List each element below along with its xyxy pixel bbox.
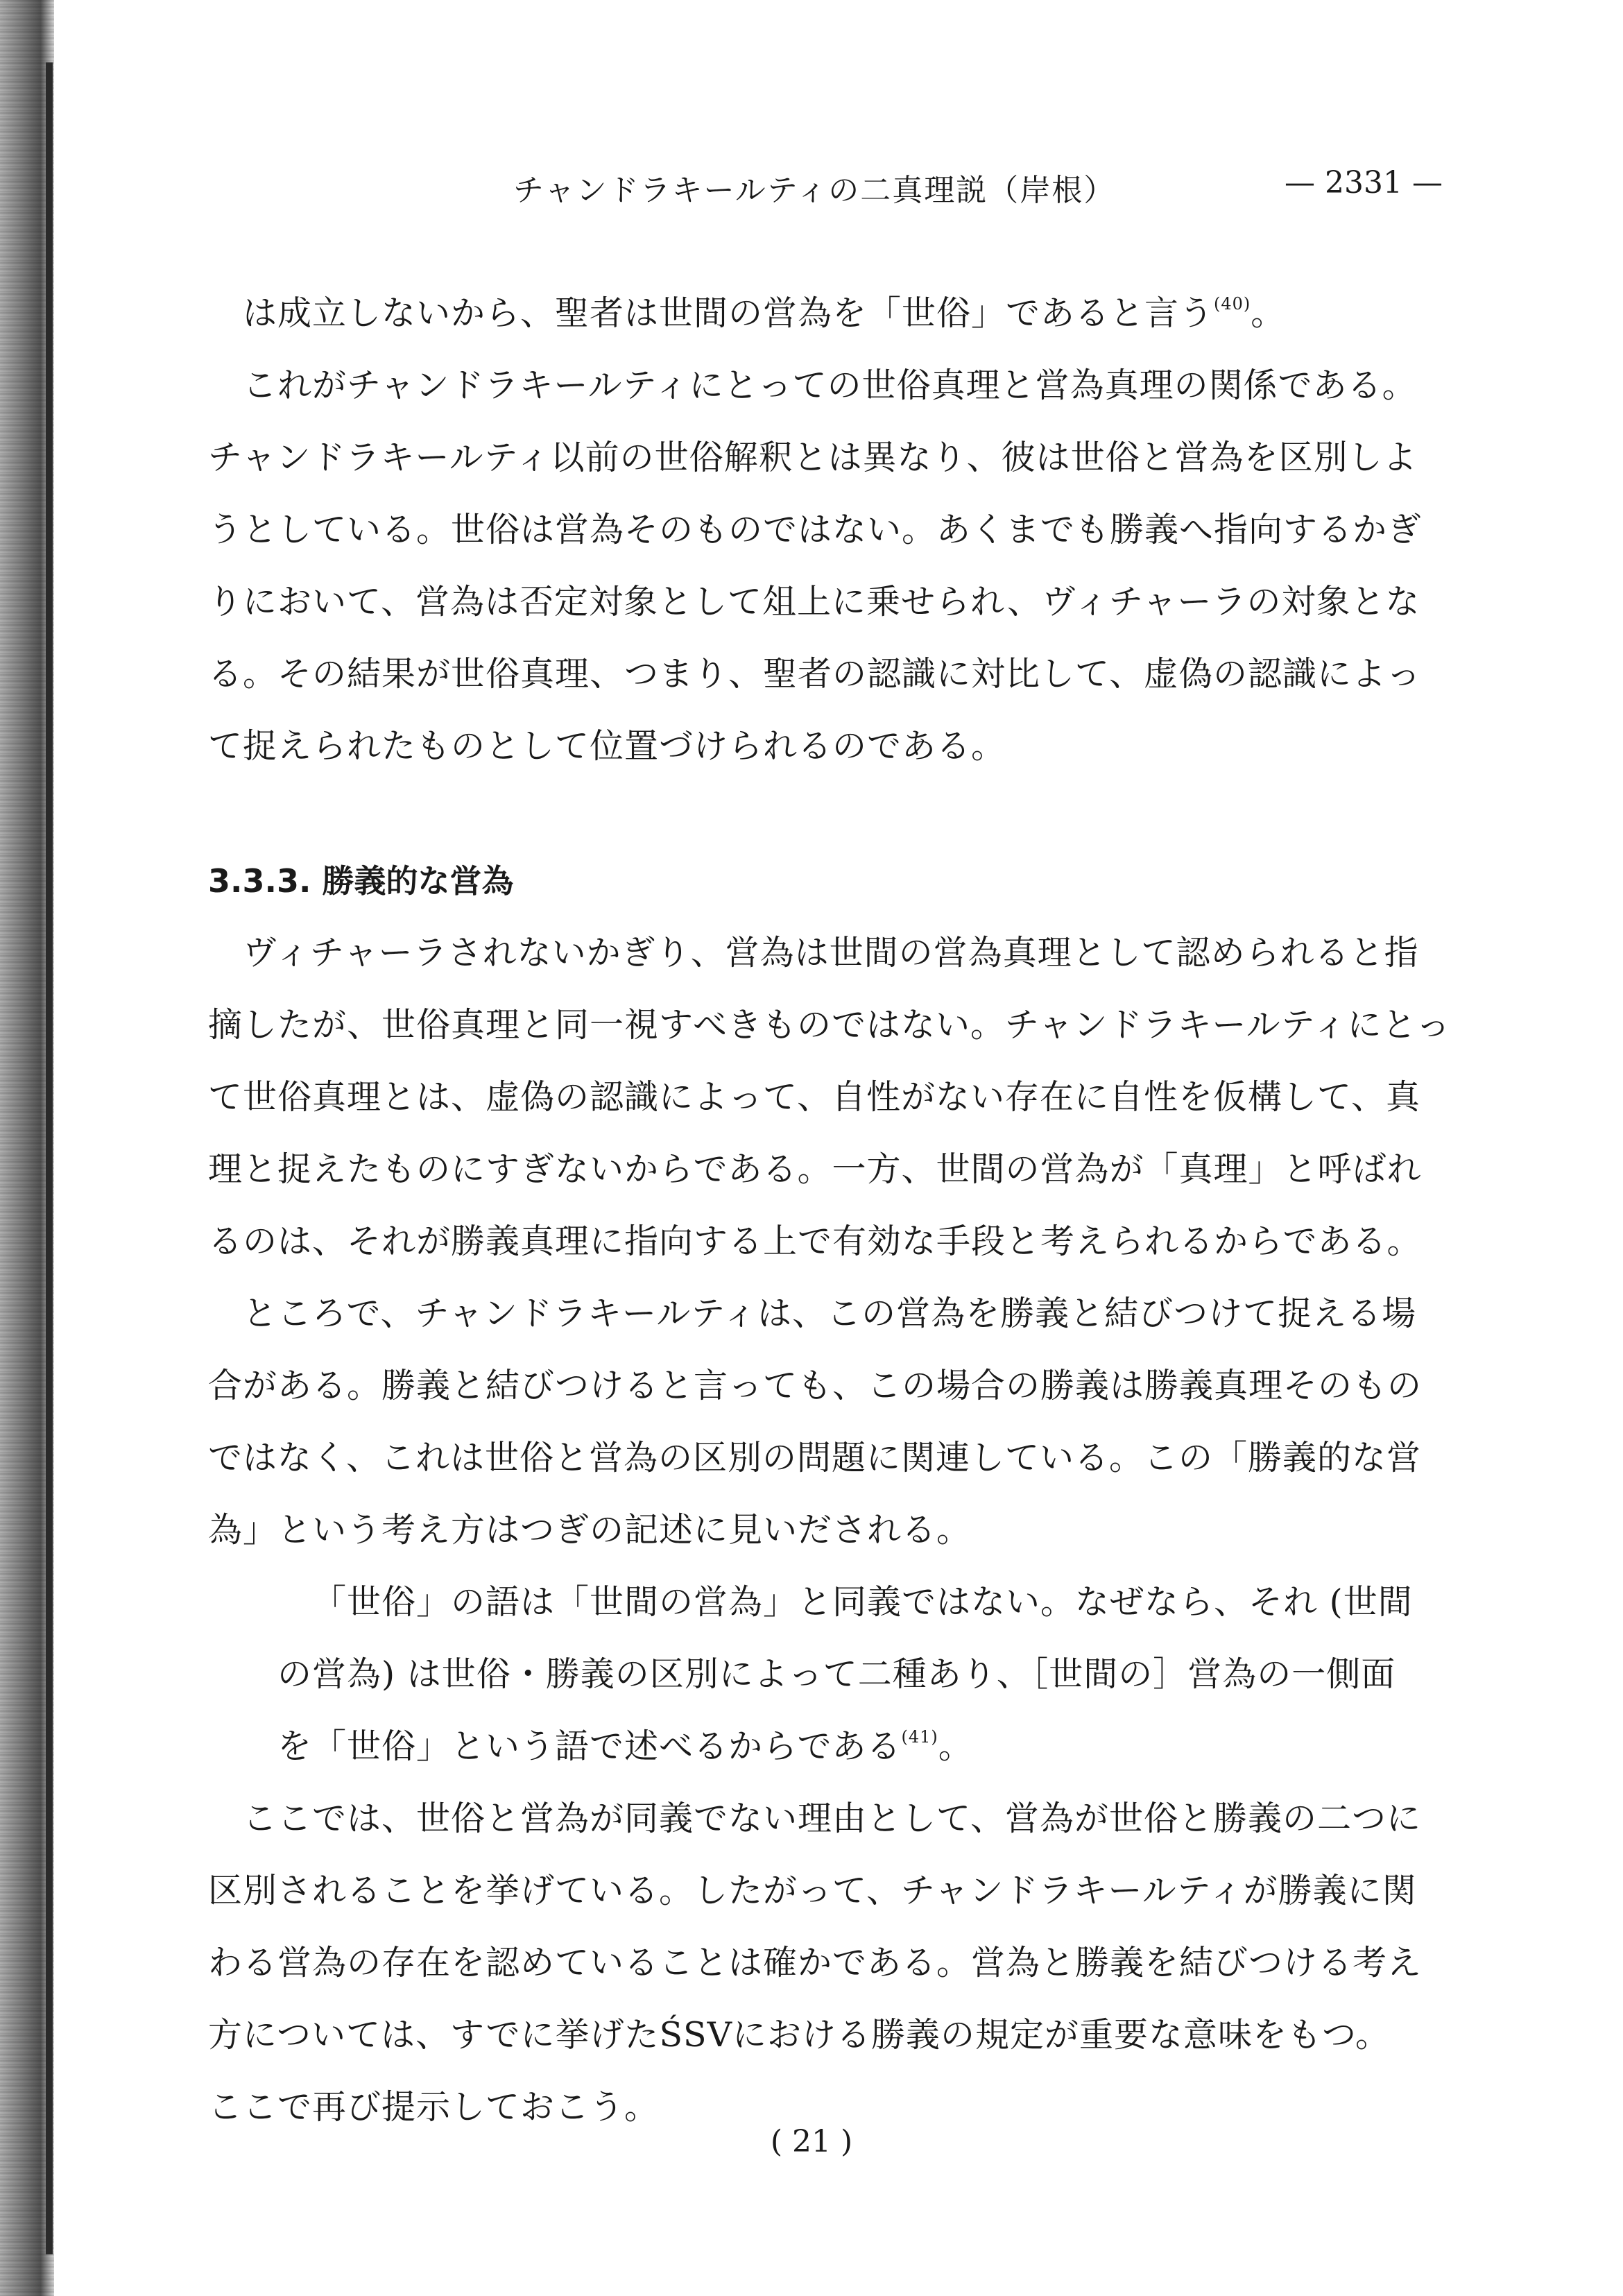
paragraph-3-line: 理と捉えたものにすぎないからである。一方、世間の営為が「真理」と呼ばれ [208,1149,1422,1189]
paragraph-5-line: 方については、すでに挙げたŚSVにおける勝義の規定が重要な意味をもつ。 [208,2015,1391,2055]
paragraph-4-line: ところで、チャンドラキールティは、この営為を勝義と結びつけて捉える場 [243,1294,1417,1333]
paragraph-3-line: ヴィチャーラされないかぎり、営為は世間の営為真理として認められると指 [243,933,1419,973]
page-header [208,165,1443,221]
paragraph-3-line: るのは、それが勝義真理に指向する上で有効な手段と考えられるからである。 [208,1222,1422,1261]
paragraph-5-line: 区別されることを挙げている。したがって、チャンドラキールティが勝義に関 [208,1871,1417,1910]
paragraph-4-line: 為」という考え方はつぎの記述に見いだされる。 [208,1510,972,1550]
paragraph-2-line: うとしている。世俗は営為そのものではない。あくまでも勝義へ指向するかぎ [208,510,1423,549]
block-quote-line: の営為) は世俗・勝義の区別によって二種あり、［世間の］営為の一側面 [277,1654,1396,1694]
paragraph-2-line: チャンドラキールティ以前の世俗解釈とは異なり、彼は世俗と営為を区別しよ [208,438,1418,477]
text-run: は成立しないから、聖者は世間の営為を「世俗」であると言う [243,293,1214,333]
footnote-ref-41: (41) [901,1727,938,1747]
paragraph-1-line [208,277,1450,350]
paragraph-4-line: 合がある。勝義と結びつけると言っても、この場合の勝義は勝義真理そのもの [208,1366,1423,1405]
folio-number: — 2331 — [1285,165,1443,200]
paragraph-5-line: ここで再び提示しておこう。 [208,2087,660,2127]
paragraph-2-line: る。その結果が世俗真理、つまり、聖者の認識に対比して、虚偽の認識によっ [208,654,1422,694]
body-text [208,277,1450,2143]
paragraph-5-line: ここでは、世俗と営為が同義でない理由として、営為が世俗と勝義の二つに [243,1799,1422,1838]
paragraph-4-line: ではなく、これは世俗と営為の区別の問題に関連している。この「勝義的な営 [208,1438,1422,1477]
block-quote-line: 「世俗」の語は「世間の営為」と同義ではない。なぜなら、それ (世間 [312,1582,1413,1622]
paragraph-2-line: て捉えられたものとして位置づけられるのである。 [208,726,1006,766]
running-title: チャンドラキールティの二真理説（岸根） [513,173,1116,208]
section-heading: 3.3.3. 勝義的な営為 [208,862,514,900]
page-number: ( 21 ) [770,2124,853,2159]
footnote-ref-40: (40) [1214,294,1251,314]
section-spacer [208,782,1450,845]
paragraph-3-line: て世俗真理とは、虚偽の認識によって、自性がない存在に自性を仮構して、真 [208,1077,1421,1117]
paragraph-2-line: りにおいて、営為は否定対象として俎上に乗せられ、ヴィチャーラの対象とな [208,582,1420,622]
paragraph-3-line: 摘したが、世俗真理と同一視すべきものではない。チャンドラキールティにとっ [208,1005,1451,1045]
text-run: を「世俗」という語で述べるからである [277,1727,902,1766]
scan-binding-line [46,62,53,2254]
paragraph-5-line: わる営為の存在を認めていることは確かである。営為と勝義を結びつける考え [208,1943,1423,1982]
text-run: 。 [938,1727,973,1766]
paragraph-2-line: これがチャンドラキールティにとっての世俗真理と営為真理の関係である。 [243,366,1417,405]
text-run: 。 [1251,293,1286,333]
block-quote-line [208,1711,1450,1783]
